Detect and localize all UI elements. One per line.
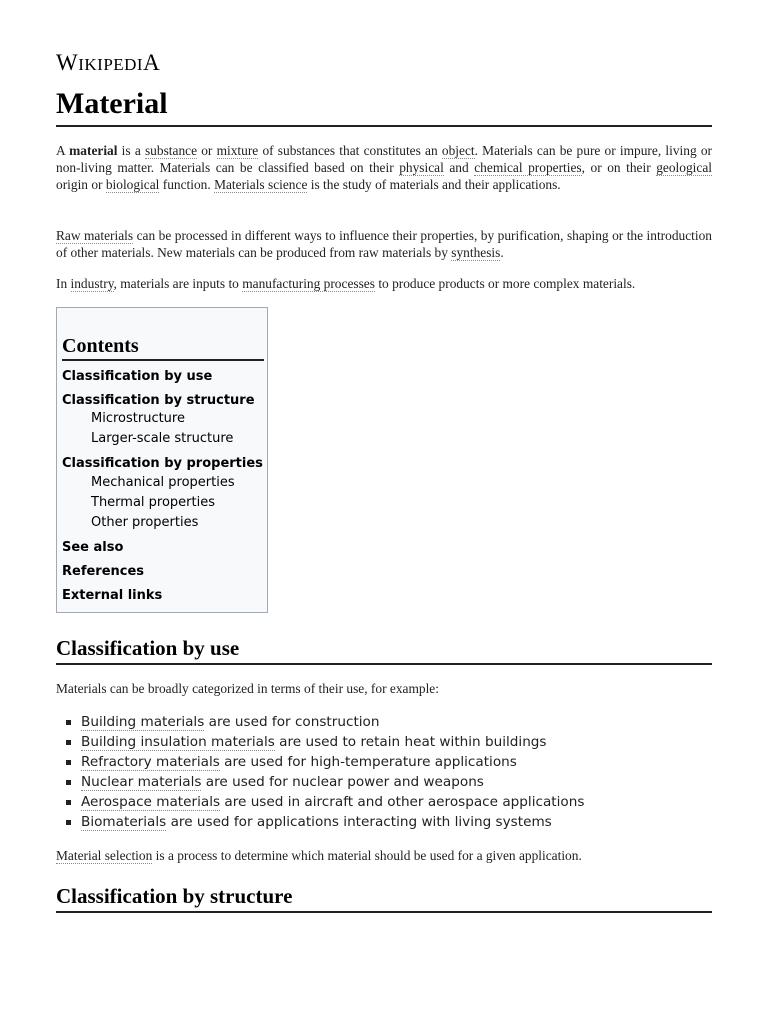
- list-item: Refractory materials are used for high-temperature applications: [56, 752, 712, 772]
- link-chemical-properties[interactable]: chemical properties: [474, 160, 582, 175]
- toc-item-microstructure[interactable]: Microstructure: [91, 411, 185, 426]
- link-industry[interactable]: industry: [70, 276, 114, 291]
- list-item: Building insulation materials are used to retain heat within buildings: [56, 732, 712, 752]
- link-nuclear-materials[interactable]: Nuclear materials: [81, 774, 202, 790]
- use-intro: Materials can be broadly categorized in terms of their use, for example:: [56, 681, 439, 696]
- link-biomaterials[interactable]: Biomaterials: [81, 814, 167, 830]
- toc-item-mechanical-properties[interactable]: Mechanical properties: [91, 475, 235, 490]
- link-material-selection[interactable]: Material selection: [56, 848, 153, 863]
- bullet: [66, 740, 71, 745]
- toc-item-classification-by-structure[interactable]: Classification by structure: [62, 393, 255, 408]
- toc-item-references[interactable]: References: [62, 564, 145, 579]
- toc-item-larger-scale-structure[interactable]: Larger-scale structure: [91, 431, 234, 446]
- link-manufacturing-processes[interactable]: manufacturing processes: [242, 276, 375, 291]
- use-list: [56, 712, 712, 832]
- link-mixture[interactable]: mixture: [216, 143, 259, 158]
- toc-item-external-links[interactable]: External links: [62, 588, 163, 603]
- toc-title: Contents: [62, 334, 264, 361]
- link-materials-science[interactable]: Materials science: [214, 177, 308, 192]
- material-selection-paragraph: Material selection is a process to determine which material should be used for a given application.: [56, 848, 582, 863]
- bullet: [66, 760, 71, 765]
- bullet: [66, 800, 71, 805]
- page-title: Material: [56, 84, 712, 127]
- bullet: [66, 720, 71, 725]
- link-building-insulation-materials[interactable]: Building insulation materials: [81, 734, 275, 750]
- wikipedia-logo[interactable]: WIKIPEDIA: [56, 50, 161, 75]
- bullet: [66, 780, 71, 785]
- toc-item-thermal-properties[interactable]: Thermal properties: [91, 495, 216, 510]
- link-geological[interactable]: geological: [656, 160, 712, 175]
- link-substance[interactable]: substance: [144, 143, 198, 158]
- table-of-contents: [56, 307, 268, 613]
- link-building-materials[interactable]: Building materials: [81, 714, 205, 730]
- intro-paragraph-1: A material is a substance or mixture of substances that constitutes an object. Materials can be pure or impure, living or non-living matter. Materials can be classified based on their physical and chemical properties, or on their geological origin or biological function. Materials science is the study of materials and their applications.: [56, 143, 712, 192]
- link-object[interactable]: object: [441, 143, 475, 158]
- list-item: Nuclear materials are used for nuclear power and weapons: [56, 772, 712, 792]
- intro-paragraph-3: In industry, materials are inputs to manufacturing processes to produce products or more complex materials.: [56, 276, 636, 291]
- toc-item-see-also[interactable]: See also: [62, 540, 124, 555]
- link-aerospace-materials[interactable]: Aerospace materials: [81, 794, 221, 810]
- link-synthesis[interactable]: synthesis: [451, 245, 501, 260]
- list-item: Building materials are used for construction: [56, 712, 712, 732]
- heading-classification-by-structure: Classification by structure: [56, 883, 712, 913]
- heading-classification-by-use: Classification by use: [56, 635, 712, 665]
- link-refractory-materials[interactable]: Refractory materials: [81, 754, 220, 770]
- link-raw-materials[interactable]: Raw materials: [56, 228, 134, 243]
- bullet: [66, 820, 71, 825]
- toc-item-classification-by-properties[interactable]: Classification by properties: [62, 456, 263, 471]
- link-biological[interactable]: biological: [105, 177, 160, 192]
- toc-item-other-properties[interactable]: Other properties: [91, 515, 199, 530]
- list-item: Aerospace materials are used in aircraft and other aerospace applications: [56, 792, 712, 812]
- list-item: Biomaterials are used for applications interacting with living systems: [56, 812, 712, 832]
- intro-paragraph-2: Raw materials can be processed in different ways to influence their properties, by purification, shaping or the introduction of other materials. New materials can be produced from raw materials by synthesis.: [56, 228, 712, 260]
- link-physical[interactable]: physical: [399, 160, 444, 175]
- toc-item-classification-by-use[interactable]: Classification by use: [62, 369, 213, 384]
- term-material: material: [69, 143, 118, 158]
